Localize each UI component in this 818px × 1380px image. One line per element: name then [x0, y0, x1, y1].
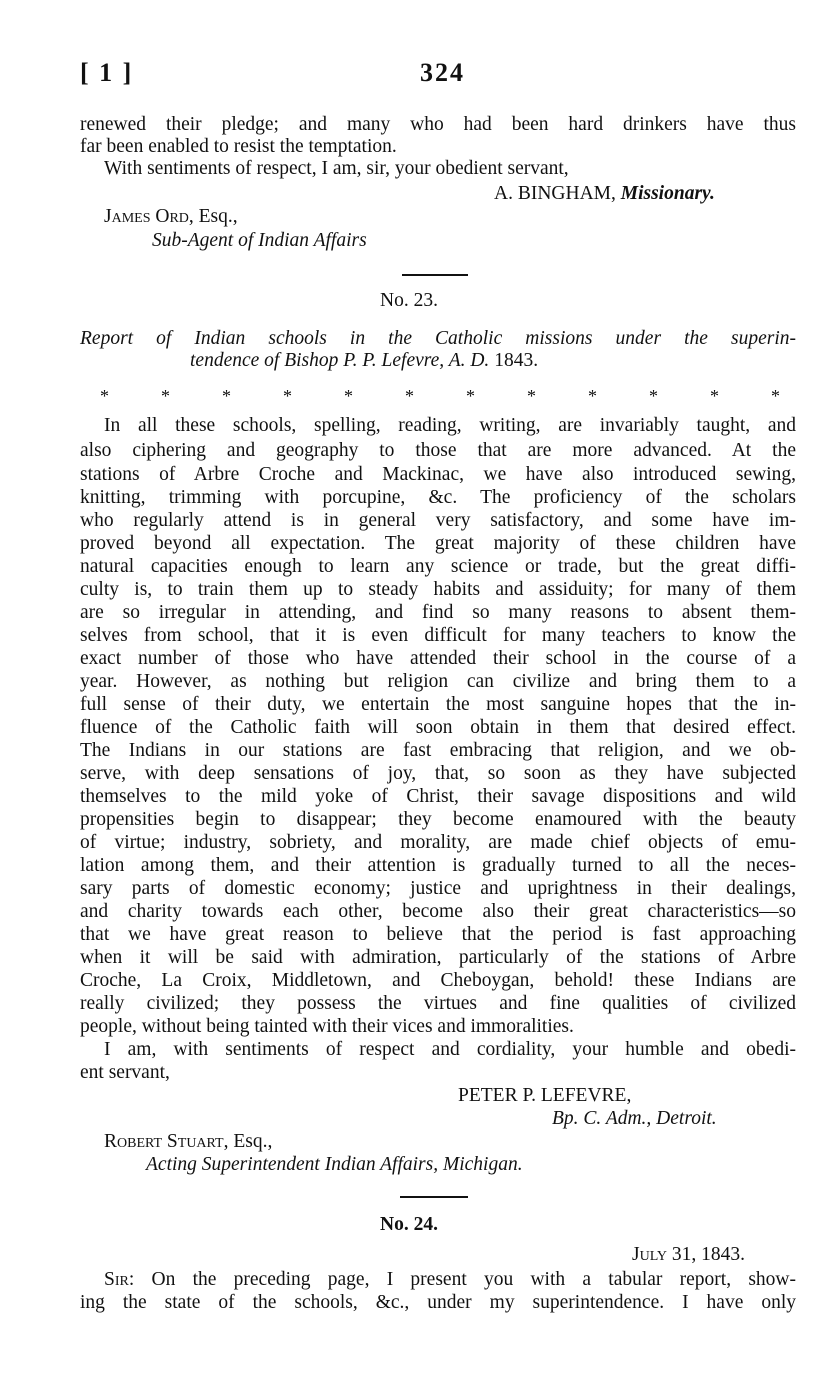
asterisk: * — [710, 386, 719, 406]
asterisk: * — [649, 386, 658, 406]
section-divider — [400, 1196, 468, 1198]
body-line: themselves to the mild yoke of Christ, their savage dispositions and wild — [80, 786, 796, 807]
body-line: The Indians in our stations are fast embracing that religion, and we ob- — [80, 740, 796, 761]
text-line: renewed their pledge; and many who had been hard drinkers have thus — [80, 114, 796, 135]
letter-line — [80, 1269, 796, 1291]
body-line: stations of Arbre Croche and Mackinac, we have also introduced sewing, — [80, 464, 796, 485]
report-title-text: tendence of Bishop P. P. Lefevre, A. D. — [190, 350, 490, 371]
body-line: Croche, La Croix, Middletown, and Cheboygan, behold! these Indians are — [80, 970, 796, 991]
report-title-line — [190, 350, 538, 372]
asterisk: * — [100, 386, 109, 406]
body-line: proved beyond all expectation. The great majority of these children have — [80, 533, 796, 554]
body-line: propensities begin to disappear; they become enamoured with the beauty — [80, 809, 796, 830]
body-line: of virtue; industry, sobriety, and morality, are made chief objects of emu- — [80, 832, 796, 853]
body-line: full sense of their duty, we entertain the most sanguine hopes that the in- — [80, 694, 796, 715]
body-line: exact number of those who have attended their school in the course of a — [80, 648, 796, 669]
asterisk: * — [344, 386, 353, 406]
closing-line: ent servant, — [80, 1062, 170, 1083]
body-line: culty is, to train them up to steady habits and assiduity; for many of them — [80, 579, 796, 600]
body-line: people, without being tainted with their vices and immoralities. — [80, 1016, 574, 1037]
body-line: In all these schools, spelling, reading, writing, are invariably taught, and — [104, 415, 796, 436]
text-line: far been enabled to resist the temptation. — [80, 136, 397, 157]
body-line: also ciphering and geography to those that are more advanced. At the — [80, 440, 796, 461]
letter-line: ing the state of the schools, &c., under my superintendence. I have only — [80, 1292, 796, 1313]
addressee-title: Acting Superintendent Indian Affairs, Michigan. — [146, 1154, 523, 1175]
letter-date: July 31, 1843. — [632, 1244, 745, 1265]
asterisk: * — [527, 386, 536, 406]
addressee — [104, 1131, 272, 1153]
signer-name: A. BINGHAM, — [494, 183, 616, 204]
addressee-suffix: , Esq., — [223, 1131, 273, 1152]
asterisk: * — [283, 386, 292, 406]
letter-text: : On the preceding page, I present you with a tabular report, show- — [128, 1269, 796, 1290]
body-line: really civilized; they possess the virtues and fine qualities of civilized — [80, 993, 796, 1014]
section-heading: No. 24. — [380, 1214, 438, 1235]
body-line: year. However, as nothing but religion can civilize and bring them to a — [80, 671, 796, 692]
report-title-line: Report of Indian schools in the Catholic missions under the superin- — [80, 328, 796, 349]
signature — [494, 183, 715, 205]
asterisk: * — [405, 386, 414, 406]
body-line: when it will be said with admiration, particularly of the stations of Arbre — [80, 947, 796, 968]
body-line: fluence of the Catholic faith will soon obtain in them that desired effect. — [80, 717, 796, 738]
report-title-year: 1843. — [494, 350, 539, 371]
body-line: serve, with deep sensations of joy, that, so soon as they have subjected — [80, 763, 796, 784]
signer-title: Bp. C. Adm., Detroit. — [552, 1108, 717, 1129]
addressee-name: James Ord — [104, 206, 189, 227]
body-line: and charity towards each other, become also their great characteristics—so — [80, 901, 796, 922]
body-line: who regularly attend is in general very satisfactory, and some have im- — [80, 510, 796, 531]
section-divider — [402, 274, 468, 276]
body-line: selves from school, that it is even difficult for many teachers to know the — [80, 625, 796, 646]
addressee-name: Robert Stuart — [104, 1131, 224, 1152]
body-line: natural capacities enough to learn any science or trade, but the great diffi- — [80, 556, 796, 577]
asterisk: * — [222, 386, 231, 406]
asterisk: * — [161, 386, 170, 406]
asterisk: * — [771, 386, 780, 406]
addressee-title: Sub-Agent of Indian Affairs — [152, 230, 367, 251]
body-line: lation among them, and their attention is gradually turned to all the neces- — [80, 855, 796, 876]
asterisk: * — [466, 386, 475, 406]
bracket-marker: [ 1 ] — [80, 58, 134, 87]
body-line: sary parts of domestic economy; justice and uprightness in their dealings, — [80, 878, 796, 899]
section-heading: No. 23. — [380, 290, 438, 311]
salutation: Sir — [104, 1269, 129, 1290]
closing-line: I am, with sentiments of respect and cordiality, your humble and obedi- — [104, 1039, 796, 1060]
addressee-suffix: , Esq., — [188, 206, 238, 227]
signer-name: PETER P. LEFEVRE, — [458, 1085, 632, 1106]
body-line: knitting, trimming with porcupine, &c. The proficiency of the scholars — [80, 487, 796, 508]
asterisk: * — [588, 386, 597, 406]
addressee — [104, 206, 238, 228]
closing-line: With sentiments of respect, I am, sir, your obedient servant, — [104, 158, 569, 179]
body-line: are so irregular in attending, and find so many reasons to absent them- — [80, 602, 796, 623]
asterisk-separator — [100, 386, 780, 407]
signer-title: Missionary. — [620, 183, 715, 204]
page-number: 324 — [420, 58, 465, 87]
body-line: that we have great reason to believe that the period is fast approaching — [80, 924, 796, 945]
